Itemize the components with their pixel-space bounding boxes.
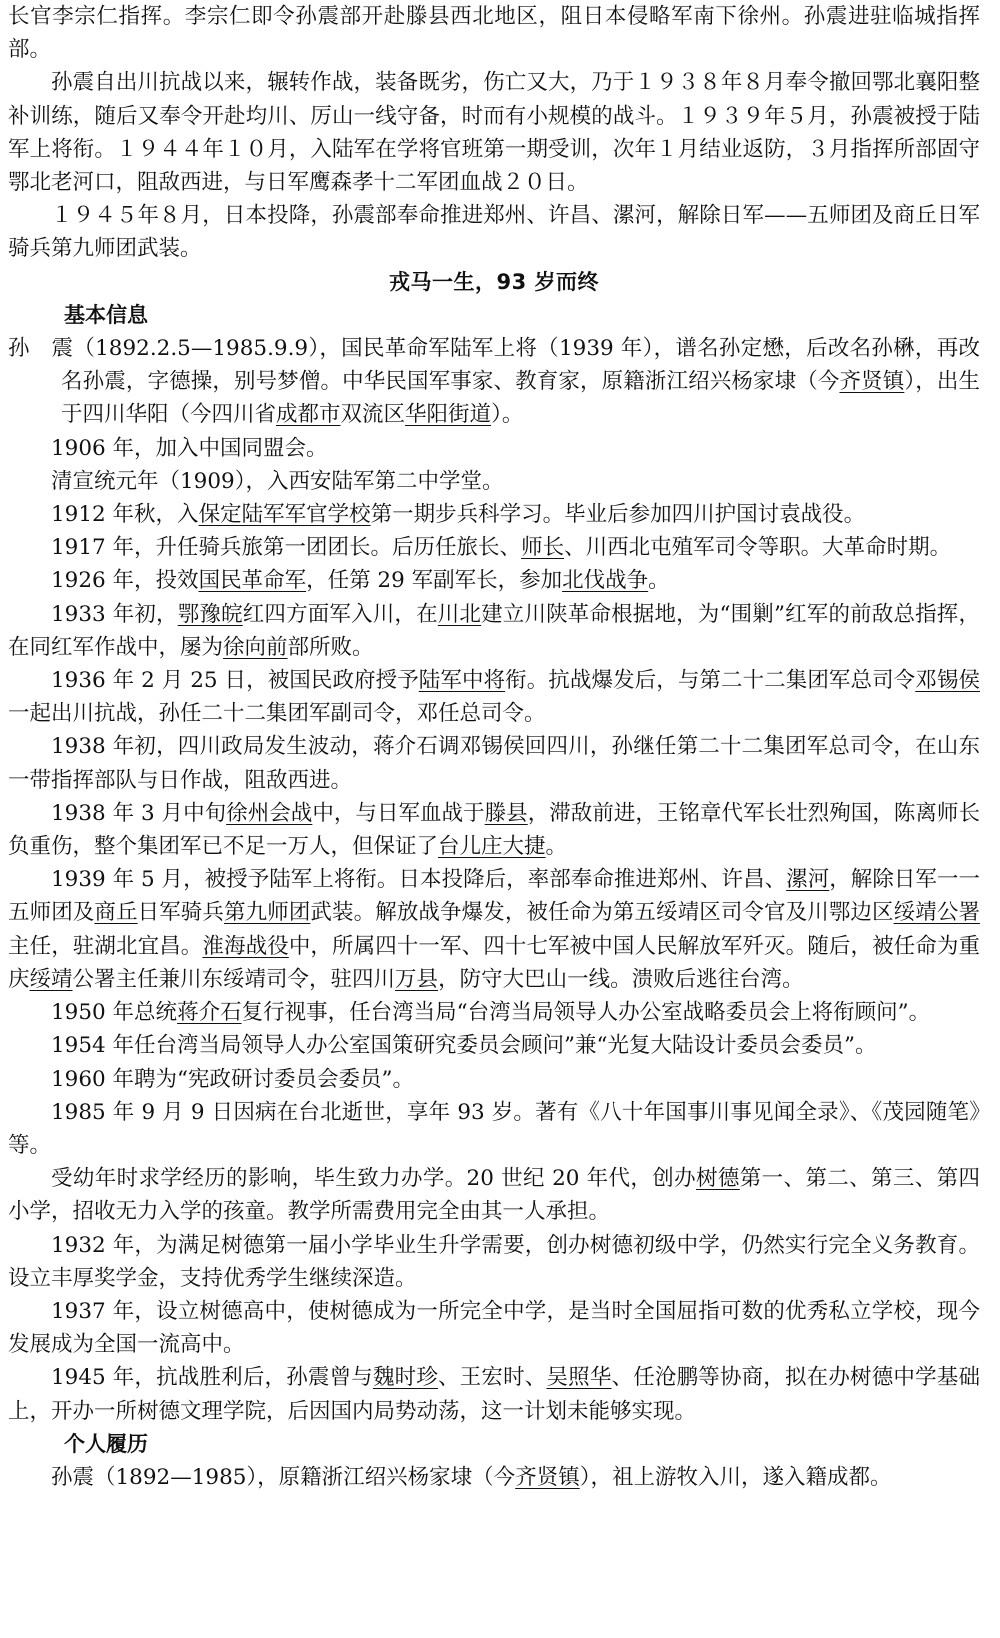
link-eyuwan[interactable]: 鄂豫皖: [177, 601, 243, 627]
timeline-entry-1985: 1985 年 9 月 9 日因病在台北逝世，享年 93 岁。著有《八十年国事川事见闻全录》、《茂园随笔》等。: [8, 1099, 980, 1158]
personal-heading: 个人履历: [64, 1431, 148, 1456]
timeline-entry-1909: 清宣统元年（1909），入西安陆军第二中学堂。: [51, 468, 504, 494]
link-taierzhuang[interactable]: 台儿庄大捷: [438, 834, 546, 860]
link-division-commander[interactable]: 师长: [521, 535, 565, 561]
link-luohe[interactable]: 漯河: [786, 867, 830, 893]
section-title: 戎马一生，93 岁而终: [388, 269, 600, 294]
timeline-entry-1932: 1932 年，为满足树德第一届小学毕业生升学需要，创办树德初级中学，仍然实行完全义务教育。设立丰厚奖学金，支持优秀学生继续深造。: [8, 1232, 980, 1291]
timeline-entry-1945: 1945 年，抗战胜利后，孙震曾与魏时珍、王宏时、吴照华、任沧鹏等协商，拟在办树德中学基础上，开办一所树德文理学院，后因国内局势动荡，这一计划未能够实现。: [8, 1365, 980, 1424]
link-nra[interactable]: 国民革命军: [198, 568, 307, 594]
timeline-entry-1938a: 1938 年初，四川政局发生波动，蒋介石调邓锡侯回四川，孙继任第二十二集团军总司令，在山东一带指挥部队与日作战，阻敌西进。: [8, 734, 980, 793]
timeline-entry-1912: 1912 年秋，入保定陆军军官学校第一期步兵科学习。毕业后参加四川护国讨袁战役。: [51, 502, 866, 528]
intro-paragraph: 孙震自出川抗战以来，辗转作战，装备既劣，伤亡又大，乃于１９３８年８月奉令撤回鄂北襄阳整补训练，随后又奉令开赴均川、厉山一线守备，时而有小规模的战斗。１９３９年５月，孙震被授于陆军上将衔。１９４４年１０月，入陆军在学将官班第一期受训，次年１月结业返防，３月指挥所部固守鄂北老河口，阻敌西进，与日军鹰森孝十二军团血战２０日。: [8, 70, 980, 196]
link-chiang-kaishek[interactable]: 蒋介石: [177, 1000, 242, 1026]
timeline-entry-1926: 1926 年，投效国民革命军，任第 29 军副军长，参加北伐战争。: [51, 568, 670, 594]
timeline-entry-1937: 1937 年，设立树德高中，使树德成为一所完全中学，是当时全国屈指可数的优秀私立学校，现今发展成为全国一流高中。: [8, 1298, 980, 1358]
timeline-entry-1938b: 1938 年 3 月中旬徐州会战中，与日军血战于滕县，滞敌前进，王铭章代军长壮烈殉国，陈离师长负重伤，整个集团军已不足一万人，但保证了台儿庄大捷。: [8, 800, 980, 860]
link-wanxian[interactable]: 万县: [395, 966, 439, 992]
link-pacification[interactable]: 绥靖: [29, 966, 73, 992]
link-ninth-division[interactable]: 第九师团: [224, 900, 311, 926]
link-tengxian[interactable]: 滕县: [484, 800, 528, 826]
link-huaihai-campaign[interactable]: 淮海战役: [202, 933, 289, 959]
personal-paragraph: 孙震（1892—1985），原籍浙江绍兴杨家埭（今齐贤镇），祖上游牧入川，遂入籍成都。: [51, 1464, 892, 1490]
link-northern-expedition[interactable]: 北伐战争: [562, 568, 649, 594]
link-pacification-office[interactable]: 绥靖公署: [893, 900, 980, 926]
intro-paragraph: 长官李宗仁指挥。李宗仁即令孙震部开赴滕县西北地区，阻日本侵略军南下徐州。孙震进驻临城指挥部。: [8, 4, 980, 63]
basic-info-heading: 基本信息: [64, 302, 148, 327]
link-xu-xiangqian[interactable]: 徐向前: [223, 634, 288, 660]
link-huayang-street[interactable]: 华阳街道: [405, 402, 492, 428]
timeline-entry-1950: 1950 年总统蒋介石复行视事，任台湾当局“台湾当局领导人办公室战略委员会上将衔顾问”。: [51, 1000, 931, 1026]
timeline-entry-1939: 1939 年 5 月，被授予陆军上将衔。日本投降后，率部奉命推进郑州、许昌、漯河，解除日军一一五师团及商丘日军骑兵第九师团武装。解放战争爆发，被任命为第五绥靖区司令官及川鄂边区绥靖公署主任，驻湖北宜昌。淮海战役中，所属四十一军、四十七军被中国人民解放军歼灭。随后，被任命为重庆绥靖公署主任兼川东绥靖司令，驻四川万县，防守大巴山一线。溃败后逃往台湾。: [8, 867, 980, 992]
timeline-entry-1906: 1906 年，加入中国同盟会。: [51, 435, 328, 461]
link-deng-xihou[interactable]: 邓锡侯: [915, 668, 980, 694]
timeline-entry-1954: 1954 年任台湾当局领导人办公室国策研究委员会顾问”兼“光复大陆设计委员会委员”。: [51, 1033, 877, 1059]
link-chengdu[interactable]: 成都市: [276, 402, 341, 428]
intro-paragraph: １９４５年８月，日本投降，孙震部奉命推进郑州、许昌、漯河，解除日军——五师团及商丘日军骑兵第九师团武装。: [8, 203, 980, 262]
link-chuanbei[interactable]: 川北: [437, 601, 482, 627]
education-paragraph: 受幼年时求学经历的影响，毕生致力办学。20 世纪 20 年代，创办树德第一、第二、第三、第四小学，招收无力入学的孩童。教学所需费用完全由其一人承担。: [8, 1166, 980, 1225]
link-wu-zhaohua[interactable]: 吴照华: [546, 1365, 612, 1391]
link-lieutenant-general[interactable]: 陆军中将: [418, 668, 506, 694]
timeline-entry-1936: 1936 年 2 月 25 日，被国民政府授予陆军中将衔。抗战爆发后，与第二十二集团军总司令邓锡侯一起出川抗战，孙任二十二集团军副司令，邓任总司令。: [8, 668, 980, 727]
link-qixian-town[interactable]: 齐贤镇: [515, 1464, 580, 1490]
timeline-entry-1960: 1960 年聘为“宪政研讨委员会委员”。: [51, 1066, 415, 1092]
timeline-entry-1917: 1917 年，升任骑兵旅第一团团长。后历任旅长、师长、川西北屯殖军司令等职。大革命时期。: [51, 535, 952, 561]
link-qixian-town[interactable]: 齐贤镇: [839, 369, 905, 395]
summary-paragraph: 孙 震（1892.2.5—1985.9.9），国民革命军陆军上将（1939 年），谱名孙定懋，后改名孙楙，再改名孙震，字德操，别号梦僧。中华民国军事家、教育家，原籍浙江绍兴杨家埭（今齐贤镇），出生于四川华阳（今四川省成都市双流区华阳街道）。: [8, 336, 980, 428]
link-shangqiu[interactable]: 商丘: [94, 900, 138, 926]
link-baoding-academy[interactable]: 保定陆军军官学校: [198, 502, 371, 528]
link-xuzhou-battle[interactable]: 徐州会战: [226, 800, 313, 826]
link-shude[interactable]: 树德: [696, 1166, 740, 1192]
timeline-entry-1933: 1933 年初，鄂豫皖红四方面军入川，在川北建立川陕革命根据地，为“围剿”红军的前敌总指挥，在同红军作战中，屡为徐向前部所败。: [8, 601, 980, 660]
link-wei-shizhen[interactable]: 魏时珍: [372, 1365, 439, 1391]
